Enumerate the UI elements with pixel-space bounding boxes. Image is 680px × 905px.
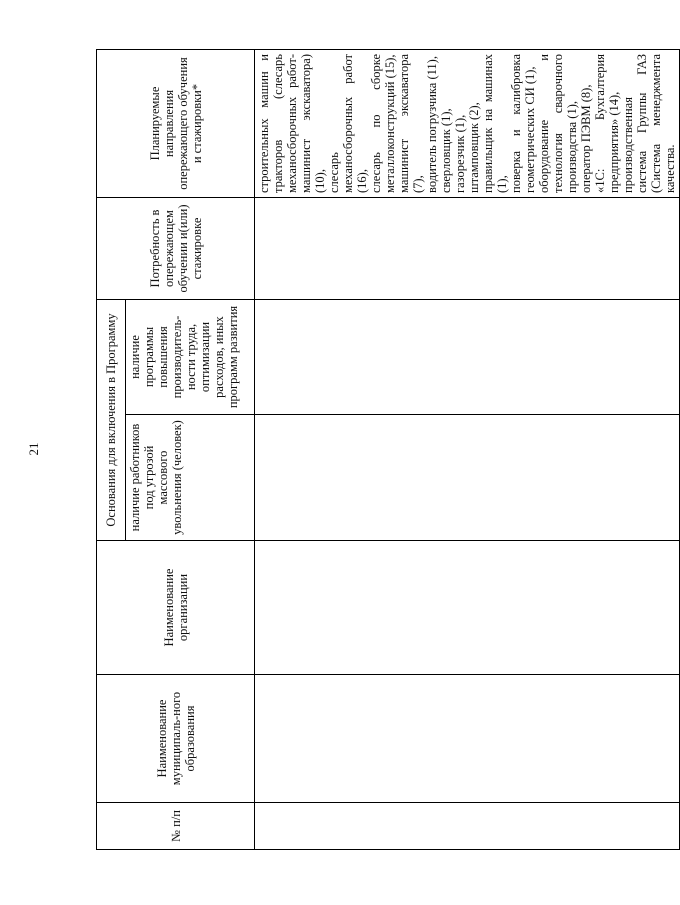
- direction-item: водитель погрузчика (11),: [425, 56, 439, 193]
- direction-item: строительных машин и тракторов (слесарь механосборочных работ-машинист экскаватора) (10),: [257, 54, 327, 193]
- program-table: [96, 49, 680, 850]
- cell-programs: [255, 300, 680, 415]
- header-threat: наличие работников под угрозой массового увольнения (человек): [126, 415, 255, 541]
- cell-num: [255, 803, 680, 850]
- direction-item: правильщик на машинах (1),: [481, 54, 509, 193]
- direction-item: «1С: Бухгалтерия предприятия» (14),: [593, 54, 621, 193]
- page-number: 21: [26, 442, 41, 456]
- rotated-table-container: [96, 50, 677, 850]
- direction-item: поверка и калибровка геометрических СИ (1),: [509, 54, 537, 193]
- cell-municipality: [255, 675, 680, 803]
- direction-item: слесарь по сборке металлоконструкций (15),: [369, 54, 397, 193]
- header-directions: Планируемые направления опережающего обучения и стажировки*: [97, 50, 255, 198]
- header-need: Потребность в опережающем обучении и(или) стажировке: [97, 198, 255, 300]
- directions-list: [257, 54, 677, 193]
- header-organization: Наименование организации: [97, 541, 255, 675]
- cell-need: [255, 198, 680, 300]
- header-programs: наличие программы повышения производитель-ности труда, оптимизации расходов, иных программ развития: [126, 300, 255, 415]
- direction-item: газорезчик (1),: [453, 114, 467, 193]
- header-municipality: Наименование муниципаль-ного образования: [97, 675, 255, 803]
- direction-item: машинист экскаватора (7),: [397, 54, 425, 193]
- direction-item: оборудование и технология сварочного производства (1),: [537, 54, 579, 193]
- direction-item: сверловщик (1),: [439, 108, 453, 193]
- header-grounds-group: Основания для включения в Программу: [97, 300, 126, 541]
- table-row: [255, 50, 680, 850]
- cell-organization: [255, 541, 680, 675]
- cell-threat: [255, 415, 680, 541]
- header-num: № п/п: [97, 803, 255, 850]
- direction-item: слесарь механосборочных работ (16),: [327, 54, 369, 193]
- cell-directions: [255, 50, 680, 198]
- direction-item: штамповщик (2),: [467, 102, 481, 193]
- direction-item: оператор ПЭВМ (8),: [579, 84, 593, 193]
- direction-item: производственная система Группы ГАЗ (Система менеджмента качества.: [621, 54, 677, 193]
